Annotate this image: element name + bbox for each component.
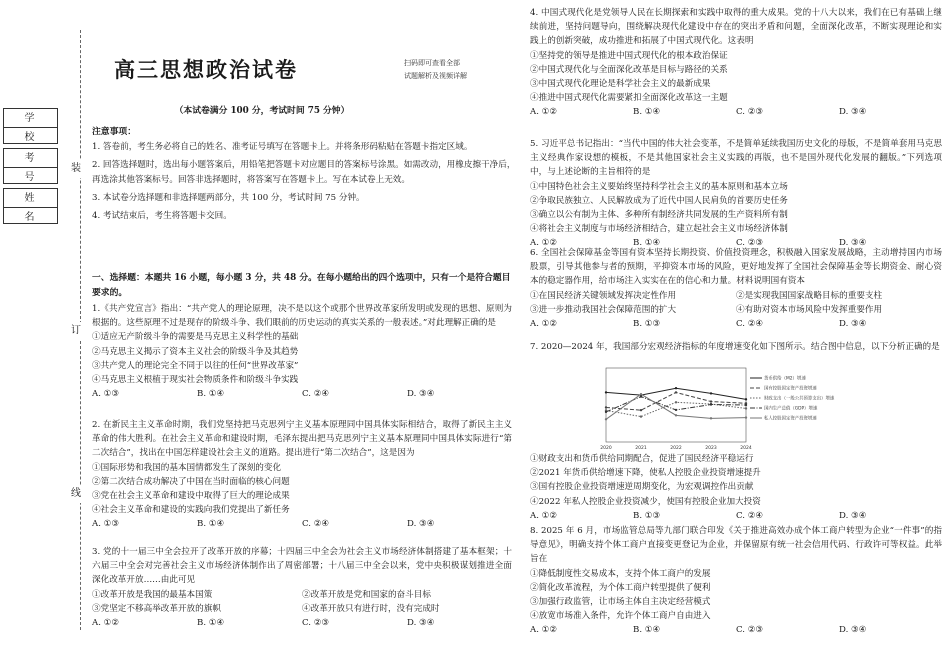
choice-b[interactable]: B. ①④ — [633, 107, 661, 118]
series-point — [640, 393, 642, 395]
choice-a[interactable]: A. ①② — [530, 107, 558, 118]
x-tick-label: 2020 — [600, 446, 612, 451]
exam-number-row — [3, 148, 58, 184]
series-point — [605, 418, 607, 420]
school-row — [3, 108, 58, 144]
legend-label: 货币供给（M2）增速 — [764, 376, 806, 382]
choice-d[interactable]: D. ③④ — [839, 107, 867, 118]
exam-title: 高三思想政治试卷 — [114, 58, 298, 82]
choice-c[interactable]: C. ②③ — [736, 107, 764, 118]
choice-b[interactable]: B. ①④ — [197, 519, 225, 530]
macro-indicator-line-chart — [590, 362, 848, 452]
choice-a[interactable]: A. ①③ — [92, 389, 120, 400]
notice-list — [92, 140, 516, 227]
answer-choices — [530, 105, 942, 119]
choice-d[interactable]: D. ③④ — [407, 618, 435, 629]
x-tick-label: 2022 — [670, 446, 682, 451]
statement: ③确立以公有制为主体、多种所有制经济共同发展的生产资料所有制 — [530, 210, 788, 221]
series-point — [710, 400, 712, 402]
series-point — [710, 403, 712, 405]
statement: ①改革开放是我国的最基本国策 — [92, 589, 213, 600]
series-point — [605, 411, 607, 413]
exam-number-field[interactable] — [3, 168, 58, 184]
exam-subtitle: （本试卷满分 100 分，考试时间 75 分钟） — [174, 106, 350, 116]
statement: ①中国特色社会主义要始终坚持科学社会主义的基本原则和基本立场 — [530, 181, 788, 192]
choice-d[interactable]: D. ③④ — [839, 510, 867, 521]
choice-b[interactable]: B. ①④ — [197, 389, 225, 400]
binding-char-zhuang: 装 — [71, 160, 81, 178]
section-heading: 一、选择题：本题共 16 小题，每小题 3 分，共 48 分。在每小题给出的四个选项中，只有一个是符合题目要求的。 — [92, 273, 511, 298]
chart-legend — [750, 375, 835, 422]
binding-strip — [0, 0, 92, 659]
statement: ③党坚定不移高举改革开放的旗帜 — [92, 603, 221, 614]
statement: ③进一步推动我国社会保障范围的扩大 — [530, 304, 677, 315]
series-point — [745, 407, 747, 409]
question-stem: 5. 习近平总书记指出：“当代中国的伟大社会变革，不是简单延续我国历史文化的母版，不是简单套用马克思主义经典作家设想的模板，不是其他国家社会主义实践的再版，也不是国外现代化发展的翻版。”下列选项中，与上述论断的主旨相符的是 — [530, 139, 942, 178]
question-1 — [92, 302, 512, 401]
choice-b[interactable]: B. ①④ — [197, 618, 225, 629]
choice-c[interactable]: C. ②④ — [302, 519, 330, 530]
statement: ①财政支出和货币供给同期配合，促进了国民经济平稳运行 — [530, 454, 754, 464]
statement: ②第二次结合成功解决了中国在当时面临的核心问题 — [92, 476, 290, 487]
chart-series-group — [605, 387, 747, 420]
student-info-box — [3, 108, 58, 224]
question-7-options — [530, 452, 942, 523]
series-point — [675, 401, 677, 403]
statement: ③共产党人的理论完全不同于以往的任何“世界改革家” — [92, 360, 299, 371]
choice-c[interactable]: C. ②④ — [736, 510, 764, 521]
choice-d[interactable]: D. ③④ — [407, 519, 435, 530]
answer-choices — [530, 623, 942, 637]
series-point — [675, 387, 677, 389]
statement: ④改革开放只有进行时，没有完成时 — [302, 603, 440, 614]
statement: ①降低制度性交易成本，支持个体工商户的发展 — [530, 568, 711, 579]
statement: ②是实现我国国家战略目标的重要支柱 — [736, 290, 883, 301]
series-point — [675, 391, 677, 393]
statement: ②争取民族独立、人民解放成为了近代中国人民肩负的首要历史任务 — [530, 195, 788, 206]
statement: ③国有控股企业投资增速逆周期变化，为宏观调控作出贡献 — [530, 482, 754, 493]
series-point — [745, 398, 747, 400]
choice-a[interactable]: A. ①③ — [92, 519, 120, 530]
series-point — [675, 414, 677, 416]
choice-b[interactable]: B. ①④ — [633, 238, 661, 249]
school-label: 学 校 — [3, 108, 58, 128]
question-stem: 8. 2025 年 6 月，市场监管总局等九部门联合印发《关于推进高效办成个体工商户转型为企业“一件事”的指导意见》，明确支持个体工商户直接变更登记为企业，并保留原有统一社会信用代码、行政许可等权益。此举旨在 — [530, 526, 942, 565]
choice-b[interactable]: B. ①③ — [633, 510, 661, 521]
question-7 — [530, 340, 942, 354]
statement: ①坚持党的领导是推进中国式现代化的根本政治保证 — [530, 50, 728, 61]
statement: ②中国式现代化与全面深化改革是目标与路径的关系 — [530, 64, 728, 75]
question-stem: 6. 全国社会保障基金等国有资本坚持长期投资、价值投资理念，积极融入国家发展战略，主动增持国内市场股票，引导其他参与者的预期，平抑资本市场的风险，更好地发挥了全国社会保障基金等长期资金、耐心资本的稳定器作用，给市场注入实实在在的信心和力量。材料说明国有资本 — [530, 248, 942, 287]
statement: ④马克思主义根植于现实社会物质条件和阶级斗争实践 — [92, 375, 299, 386]
legend-label: 国内生产总值（GDP）增速 — [764, 406, 818, 412]
notice-title: 注意事项： — [92, 127, 136, 137]
question-8 — [530, 524, 942, 638]
notice-item: 4. 考试结束后，考生将答题卡交回。 — [92, 211, 232, 221]
name-label: 姓 名 — [3, 188, 58, 208]
binding-char-ding: 订 — [71, 322, 81, 340]
statement: ④将社会主义制度与市场经济相结合，建立起社会主义市场经济体制 — [530, 224, 788, 235]
name-field[interactable] — [3, 208, 58, 224]
choice-d[interactable]: D. ③④ — [839, 238, 867, 249]
series-point — [640, 395, 642, 397]
choice-a[interactable]: A. ①② — [530, 625, 558, 636]
series-point — [745, 404, 747, 406]
statement: ②马克思主义揭示了资本主义社会的阶级斗争及其趋势 — [92, 346, 299, 357]
statement: ③党在社会主义革命和建设中取得了巨大的理论成果 — [92, 491, 290, 502]
legend-label: 财政支出（一般公共预算支出）增速 — [764, 396, 835, 402]
series-point — [605, 406, 607, 408]
x-tick-label: 2021 — [635, 446, 647, 451]
notice-item: 1. 答卷前，考生务必将自己的姓名、准考证号填写在答题卡上。并将条形码粘贴在答题卡指定区域。 — [92, 142, 473, 152]
question-stem: 7. 2020—2024 年，我国部分宏观经济指标的年度增速变化如下图所示。结合图中信息，以下分析正确的是 — [530, 342, 940, 352]
series-point — [640, 415, 642, 417]
question-stem: 3. 党的十一届三中全会拉开了改革开放的序幕；十四届三中全会为社会主义市场经济体制搭建了基本框架；十六届三中全会对完善社会主义市场经济体制作出了周密部署；十八届三中全会以来，党中央积极谋划推进全面深化改革开放……由此可见 — [92, 547, 512, 586]
choice-d[interactable]: D. ③④ — [839, 319, 867, 330]
statement-grid — [92, 588, 512, 616]
notice-item: 2. 回答选择题时，选出每小题答案后，用铅笔把答题卡对应题目的答案标号涂黑。如需改动，用橡皮擦干净后，再选涂其他答案标号。回答非选择题时，将答案写在答题卡上。写在本试卷上无效。 — [92, 160, 516, 185]
statement: ③加强行政监管，让市场主体自主决定经营模式 — [530, 597, 711, 608]
binding-char-xian: 线 — [71, 485, 81, 503]
x-tick-label: 2024 — [740, 446, 752, 451]
choice-c[interactable]: C. ②③ — [736, 238, 764, 249]
question-5 — [530, 137, 942, 251]
statement: ②2021 年货币供给增速下降，使私人控股企业投资增速提升 — [530, 468, 761, 479]
statement: ④有助对资本市场风险中发挥重要作用 — [736, 304, 883, 315]
choice-a[interactable]: A. ①② — [530, 238, 558, 249]
exam-number-label: 考 号 — [3, 148, 58, 168]
notice-item: 3. 本试卷分选择题和非选择题两部分，共 100 分，考试时间 75 分钟。 — [92, 193, 365, 203]
legend-label: 私人控股固定资产投资增速 — [764, 416, 817, 422]
series-point — [710, 392, 712, 394]
statement-grid — [530, 289, 942, 317]
choice-d[interactable]: D. ③④ — [407, 389, 435, 400]
series-point — [605, 391, 607, 393]
series-point — [640, 409, 642, 411]
school-field[interactable] — [3, 128, 58, 144]
series-line — [606, 388, 746, 399]
choice-c[interactable]: C. ②④ — [302, 389, 330, 400]
series-point — [745, 416, 747, 418]
scan-note-line-2: 试题解析及视频详解 — [404, 72, 467, 80]
series-point — [710, 417, 712, 419]
statement: ①国际形势和我国的基本国情都发生了深刻的变化 — [92, 462, 282, 473]
series-point — [675, 409, 677, 411]
statement: ④社会主义革命和建设的实践向我们党提出了新任务 — [92, 505, 290, 516]
answer-choices — [530, 317, 942, 331]
choice-a[interactable]: A. ①② — [92, 618, 120, 629]
question-stem: 4. 中国式现代化是党领导人民在长期探索和实践中取得的重大成果。党的十八大以来，我们在已有基础上继续前进，坚持问题导向，围绕解决现代化建设中存在的突出矛盾和问题，全面深化改革，不断实现理论和实践上的创新突破，成功推进和拓展了中国式现代化。这表明 — [530, 8, 942, 47]
statement: ④推进中国式现代化需要紧扣全面深化改革这一主题 — [530, 93, 728, 104]
chart-plot-frame — [606, 368, 746, 442]
choice-c[interactable]: C. ②③ — [302, 618, 330, 629]
choice-b[interactable]: B. ①③ — [633, 319, 661, 330]
choice-b[interactable]: B. ①④ — [633, 625, 661, 636]
statement: ②简化改革流程，为个体工商户转型提供了便利 — [530, 582, 711, 593]
question-4 — [530, 6, 942, 120]
question-stem: 1.《共产党宣言》指出：“共产党人的理论原理，决不是以这个或那个世界改革家所发明或发现的思想、原则为根据的。这些原理不过是现存的阶级斗争、我们眼前的历史运动的真实关系的一般表述。”对此理解正确的是 — [92, 304, 512, 329]
name-row — [3, 188, 58, 224]
choice-a[interactable]: A. ①② — [530, 510, 558, 521]
scan-note — [404, 57, 504, 83]
answer-choices — [92, 517, 512, 531]
statement: ①适应无产阶级斗争的需要是马克思主义科学性的基础 — [92, 332, 299, 343]
choice-a[interactable]: A. ①② — [530, 319, 558, 330]
answer-choices — [530, 509, 942, 523]
answer-choices — [92, 616, 512, 630]
statement: ①在国民经济关键领域发挥决定性作用 — [530, 290, 677, 301]
answer-choices — [92, 387, 512, 401]
question-3 — [92, 545, 512, 630]
scan-note-line-1: 扫码即可查看全部 — [404, 59, 460, 67]
question-6 — [530, 246, 942, 331]
choice-d[interactable]: D. ③④ — [839, 625, 867, 636]
choice-c[interactable]: C. ②③ — [736, 625, 764, 636]
x-tick-label: 2023 — [705, 446, 717, 451]
choice-c[interactable]: C. ②④ — [736, 319, 764, 330]
statement: ④放宽市场准入条件，允许个体工商户自由进入 — [530, 611, 711, 622]
question-2 — [92, 418, 512, 532]
statement: ③中国式现代化理论是科学社会主义的最新成果 — [530, 79, 711, 90]
statement: ②改革开放是党和国家的奋斗目标 — [302, 589, 431, 600]
question-stem: 2. 在新民主主义革命时期，我们党坚持把马克思列宁主义基本原理同中国具体实际相结合，取得了新民主主义革命的伟大胜利。在社会主义革命和建设时期，毛泽东提出把马克思列宁主义基本原理同中国具体实际进行“第二次结合”，找出在中国怎样建设社会主义的道路。提出进行“第二次结合”，这是因为 — [92, 420, 512, 459]
legend-label: 国有控股固定资产投资增速 — [764, 386, 817, 392]
statement: ④2022 年私人控股企业投资减少，使国有控股企业加大投资 — [530, 496, 761, 507]
